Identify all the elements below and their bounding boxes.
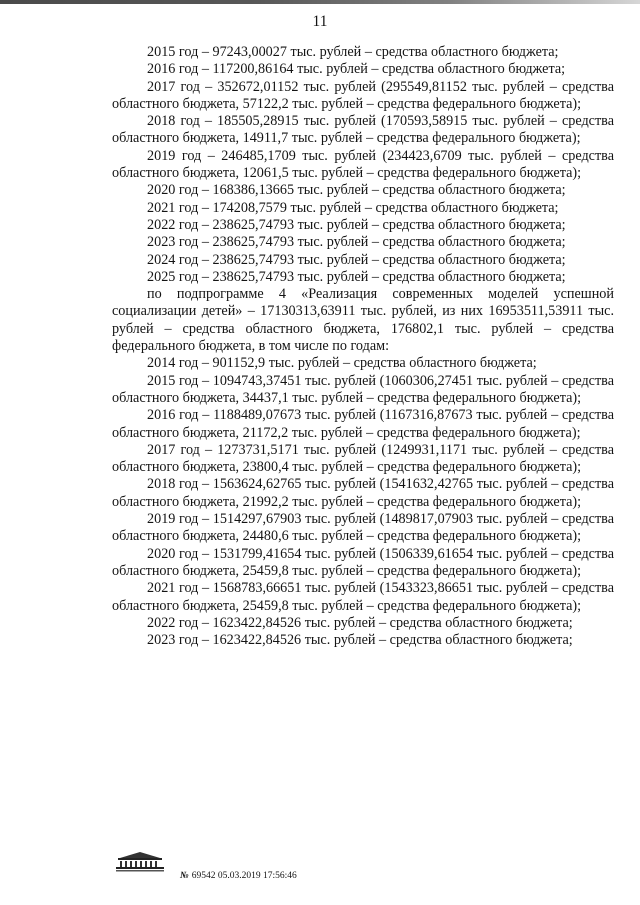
paragraph: 2016 год – 1188489,07673 тыс. рублей (1167316,87673 тыс. рублей – средства областного бюджета, 21172,2 тыс. рублей – средства федерального бюджета); xyxy=(112,407,614,441)
paragraph: 2017 год – 352672,01152 тыс. рублей (295549,81152 тыс. рублей – средства областного бюджета, 57122,2 тыс. рублей – средства федерального бюджета); xyxy=(112,78,614,112)
paragraph: 2014 год – 901152,9 тыс. рублей – средства областного бюджета; xyxy=(147,355,537,372)
document-stamp-text: 69542 05.03.2019 17:56:46 xyxy=(191,871,297,881)
paragraph: 2022 год – 1623422,84526 тыс. рублей – средства областного бюджета; xyxy=(147,614,573,631)
paragraph: 2015 год – 97243,00027 тыс. рублей – средства областного бюджета; xyxy=(147,44,559,60)
paragraph: 2020 год – 1531799,41654 тыс. рублей (1506339,61654 тыс. рублей – средства областного бюджета, 25459,8 тыс. рублей – средства федерального бюджета); xyxy=(112,545,614,579)
paragraph: 2018 год – 1563624,62765 тыс. рублей (1541632,42765 тыс. рублей – средства областного бюджета, 21992,2 тыс. рублей – средства федерального бюджета); xyxy=(112,476,614,510)
paragraph: по подпрограмме 4 «Реализация современных моделей успешной социализации детей» – 17130313,63911 тыс. рублей, из них 16953511,53911 тыс. рублей – средства областного бюджета, 176802,1 тыс. рублей – средства федерального бюджета, в том числе по годам: xyxy=(112,286,614,355)
paragraph: 2016 год – 117200,86164 тыс. рублей – средства областного бюджета; xyxy=(147,61,566,78)
government-building-logo-icon xyxy=(110,851,170,873)
paragraph: 2015 год – 1094743,37451 тыс. рублей (1060306,27451 тыс. рублей – средства областного бюджета, 34437,1 тыс. рублей – средства федерального бюджета); xyxy=(112,372,614,406)
paragraph: 2025 год – 238625,74793 тыс. рублей – средства областного бюджета; xyxy=(147,268,566,285)
paragraph: 2023 год – 238625,74793 тыс. рублей – средства областного бюджета; xyxy=(147,234,566,251)
paragraph: 2019 год – 246485,1709 тыс. рублей (234423,6709 тыс. рублей – средства областного бюджета, 12061,5 тыс. рублей – средства федерального бюджета); xyxy=(112,147,614,182)
paragraph: 2023 год – 1623422,84526 тыс. рублей – средства областного бюджета; xyxy=(147,632,573,649)
paragraph: 2022 год – 238625,74793 тыс. рублей – средства областного бюджета; xyxy=(147,216,566,233)
scan-edge xyxy=(0,0,640,4)
paragraph: 2020 год – 168386,13665 тыс. рублей – средства областного бюджета; xyxy=(147,182,566,199)
paragraph: 2024 год – 238625,74793 тыс. рублей – средства областного бюджета; xyxy=(147,251,566,268)
paragraph: 2021 год – 1568783,66651 тыс. рублей (1543323,86651 тыс. рублей – средства областного бюджета, 25459,8 тыс. рублей – средства федерального бюджета); xyxy=(112,580,614,614)
page-number: 11 xyxy=(312,13,328,30)
paragraph: 2018 год – 185505,28915 тыс. рублей (170593,58915 тыс. рублей – средства областного бюджета, 14911,7 тыс. рублей – средства федерального бюджета); xyxy=(112,113,614,147)
document-body xyxy=(112,44,614,649)
document-stamp xyxy=(180,871,297,881)
paragraph: 2021 год – 174208,7579 тыс. рублей – средства областного бюджета; xyxy=(147,199,559,216)
paragraph: 2019 год – 1514297,67903 тыс. рублей (1489817,07903 тыс. рублей – средства областного бюджета, 24480,6 тыс. рублей – средства федерального бюджета); xyxy=(112,511,614,545)
paragraph: 2017 год – 1273731,5171 тыс. рублей (1249931,1171 тыс. рублей – средства областного бюджета, 23800,4 тыс. рублей – средства федерального бюджета); xyxy=(112,441,614,476)
document-number-mark: № xyxy=(180,871,189,881)
